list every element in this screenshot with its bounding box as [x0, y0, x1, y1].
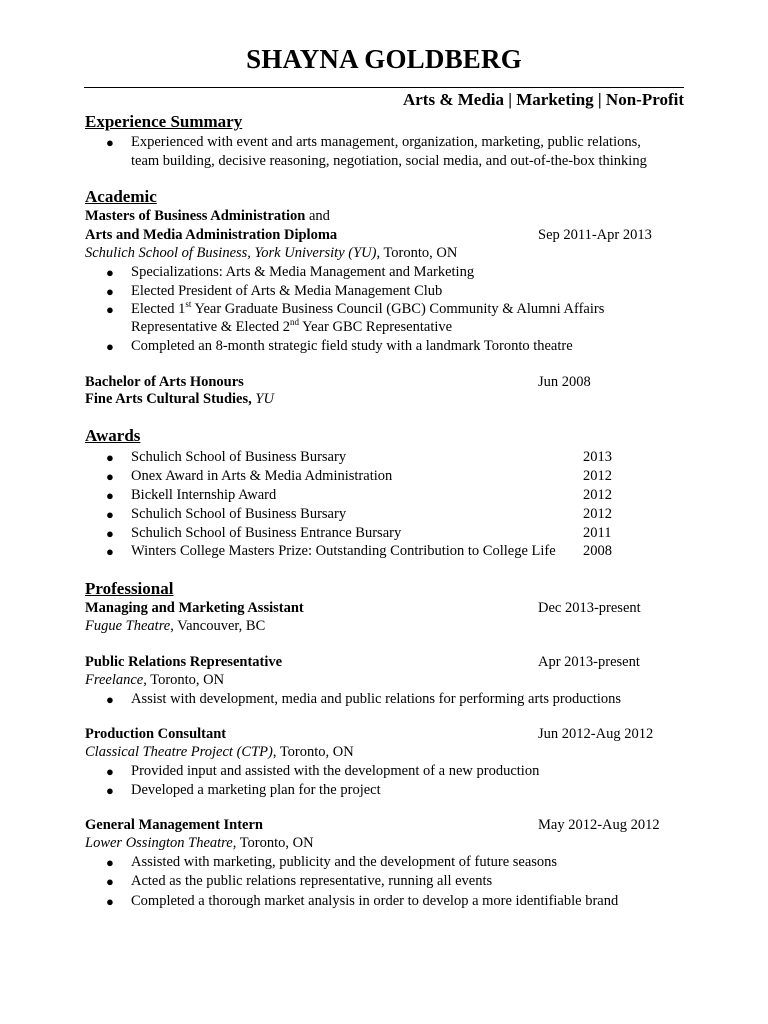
mba-bullet-3b-pre: Representative & Elected 2 — [131, 319, 291, 335]
mba-bullet-3-pre: Elected 1 — [131, 301, 186, 317]
job-dates: May 2012-Aug 2012 — [538, 817, 660, 833]
job-bullet: Developed a marketing plan for the project — [131, 782, 381, 798]
bullet-icon: ● — [106, 339, 114, 354]
bullet-icon: ● — [106, 265, 114, 280]
award-name: Onex Award in Arts & Media Administration — [131, 468, 393, 484]
job-org: Freelance — [85, 672, 144, 688]
job-location: , Vancouver, BC — [170, 618, 266, 634]
bullet-icon: ● — [106, 764, 114, 779]
bullet-icon: ● — [106, 783, 114, 798]
section-heading-awards: Awards — [85, 426, 141, 445]
mba-bullet-3b-sup: nd — [290, 317, 300, 328]
mba-school: Schulich School of Business, York University (YU) — [85, 245, 377, 261]
mba-and: and — [305, 208, 330, 224]
bullet-icon: ● — [106, 526, 114, 541]
job-bullet: Assisted with marketing, publicity and the development of future seasons — [131, 854, 558, 870]
award-name: Bickell Internship Award — [131, 487, 277, 503]
job-dates: Dec 2013-present — [538, 600, 641, 616]
bullet-icon: ● — [106, 855, 114, 870]
job-location: , Toronto, ON — [272, 744, 354, 760]
job-org: Lower Ossington Theatre — [85, 835, 233, 851]
mba-degree: Masters of Business Administration — [85, 208, 306, 224]
job-title: Managing and Marketing Assistant — [85, 600, 304, 616]
mba-bullet-3-sup: st — [185, 299, 192, 310]
ba-date: Jun 2008 — [538, 374, 591, 390]
mba-location: , Toronto, ON — [376, 245, 458, 261]
summary-line-1: Experienced with event and arts management, organization, marketing, public relations, — [131, 134, 641, 150]
award-year: 2008 — [583, 543, 612, 559]
award-name: Winters College Masters Prize: Outstanding Contribution to College Life — [131, 543, 556, 559]
bullet-icon: ● — [106, 302, 114, 317]
job-title: General Management Intern — [85, 817, 263, 833]
mba-degree-line — [85, 207, 330, 226]
job-bullet: Assist with development, media and public relations for performing arts productions — [131, 691, 622, 707]
summary-line-2: team building, decisive reasoning, negotiation, social media, and out-of-the-box thinking — [131, 153, 647, 169]
job-bullet: Acted as the public relations representative, running all events — [131, 873, 493, 889]
job-location: , Toronto, ON — [143, 672, 225, 688]
mba-dates: Sep 2011-Apr 2013 — [538, 227, 652, 243]
mba-bullet-2: Elected President of Arts & Media Management Club — [131, 283, 443, 299]
award-year: 2012 — [583, 468, 612, 484]
mba-bullet-3-post: Year Graduate Business Council (GBC) Community & Alumni Affairs — [191, 301, 605, 317]
bullet-icon: ● — [106, 894, 114, 909]
mba-bullet-3-cont — [131, 318, 452, 337]
bullet-icon: ● — [106, 284, 114, 299]
job-org-line — [85, 617, 265, 636]
mba-bullet-1: Specializations: Arts & Media Management and Marketing — [131, 264, 475, 280]
candidate-name: SHAYNA GOLDBERG — [246, 44, 522, 74]
bullet-icon: ● — [106, 488, 114, 503]
job-bullet: Provided input and assisted with the development of a new production — [131, 763, 540, 779]
bullet-icon: ● — [106, 450, 114, 465]
award-year: 2012 — [583, 506, 612, 522]
ba-field: Fine Arts Cultural Studies — [85, 391, 249, 407]
mba-bullet-3b-post: Year GBC Representative — [299, 319, 453, 335]
job-org: Fugue Theatre — [85, 618, 171, 634]
bullet-icon: ● — [106, 135, 114, 150]
bullet-icon: ● — [106, 544, 114, 559]
ba-field-line: Fine Arts Cultural Studies, YU — [85, 391, 274, 407]
mba-bullet-4: Completed an 8-month strategic field study with a landmark Toronto theatre — [131, 338, 573, 354]
job-title: Public Relations Representative — [85, 654, 283, 670]
header-divider — [84, 87, 684, 88]
award-year: 2012 — [583, 487, 612, 503]
job-org-line — [85, 834, 314, 853]
award-name: Schulich School of Business Entrance Bursary — [131, 525, 402, 541]
job-org-line — [85, 671, 224, 690]
section-heading-summary: Experience Summary — [85, 112, 243, 131]
job-bullet: Completed a thorough market analysis in order to develop a more identifiable brand — [131, 893, 619, 909]
job-dates: Apr 2013-present — [538, 654, 640, 670]
mba-bullet-3 — [131, 300, 604, 319]
bullet-icon: ● — [106, 874, 114, 889]
ba-degree: Bachelor of Arts Honours — [85, 374, 244, 390]
section-heading-professional: Professional — [85, 579, 174, 598]
award-year: 2013 — [583, 449, 612, 465]
award-year: 2011 — [583, 525, 612, 541]
section-heading-academic: Academic — [85, 187, 157, 206]
ba-school: YU — [255, 391, 274, 407]
job-dates: Jun 2012-Aug 2012 — [538, 726, 654, 742]
tagline: Arts & Media | Marketing | Non-Profit — [402, 90, 684, 109]
bullet-icon: ● — [106, 692, 114, 707]
mba-diploma: Arts and Media Administration Diploma — [85, 227, 338, 243]
bullet-icon: ● — [106, 469, 114, 484]
mba-school-line — [85, 244, 457, 263]
job-org-line — [85, 743, 354, 762]
job-org: Classical Theatre Project (CTP) — [85, 744, 273, 760]
job-location: , Toronto, ON — [232, 835, 314, 851]
bullet-icon: ● — [106, 507, 114, 522]
award-name: Schulich School of Business Bursary — [131, 449, 347, 465]
award-name: Schulich School of Business Bursary — [131, 506, 347, 522]
job-title: Production Consultant — [85, 726, 227, 742]
